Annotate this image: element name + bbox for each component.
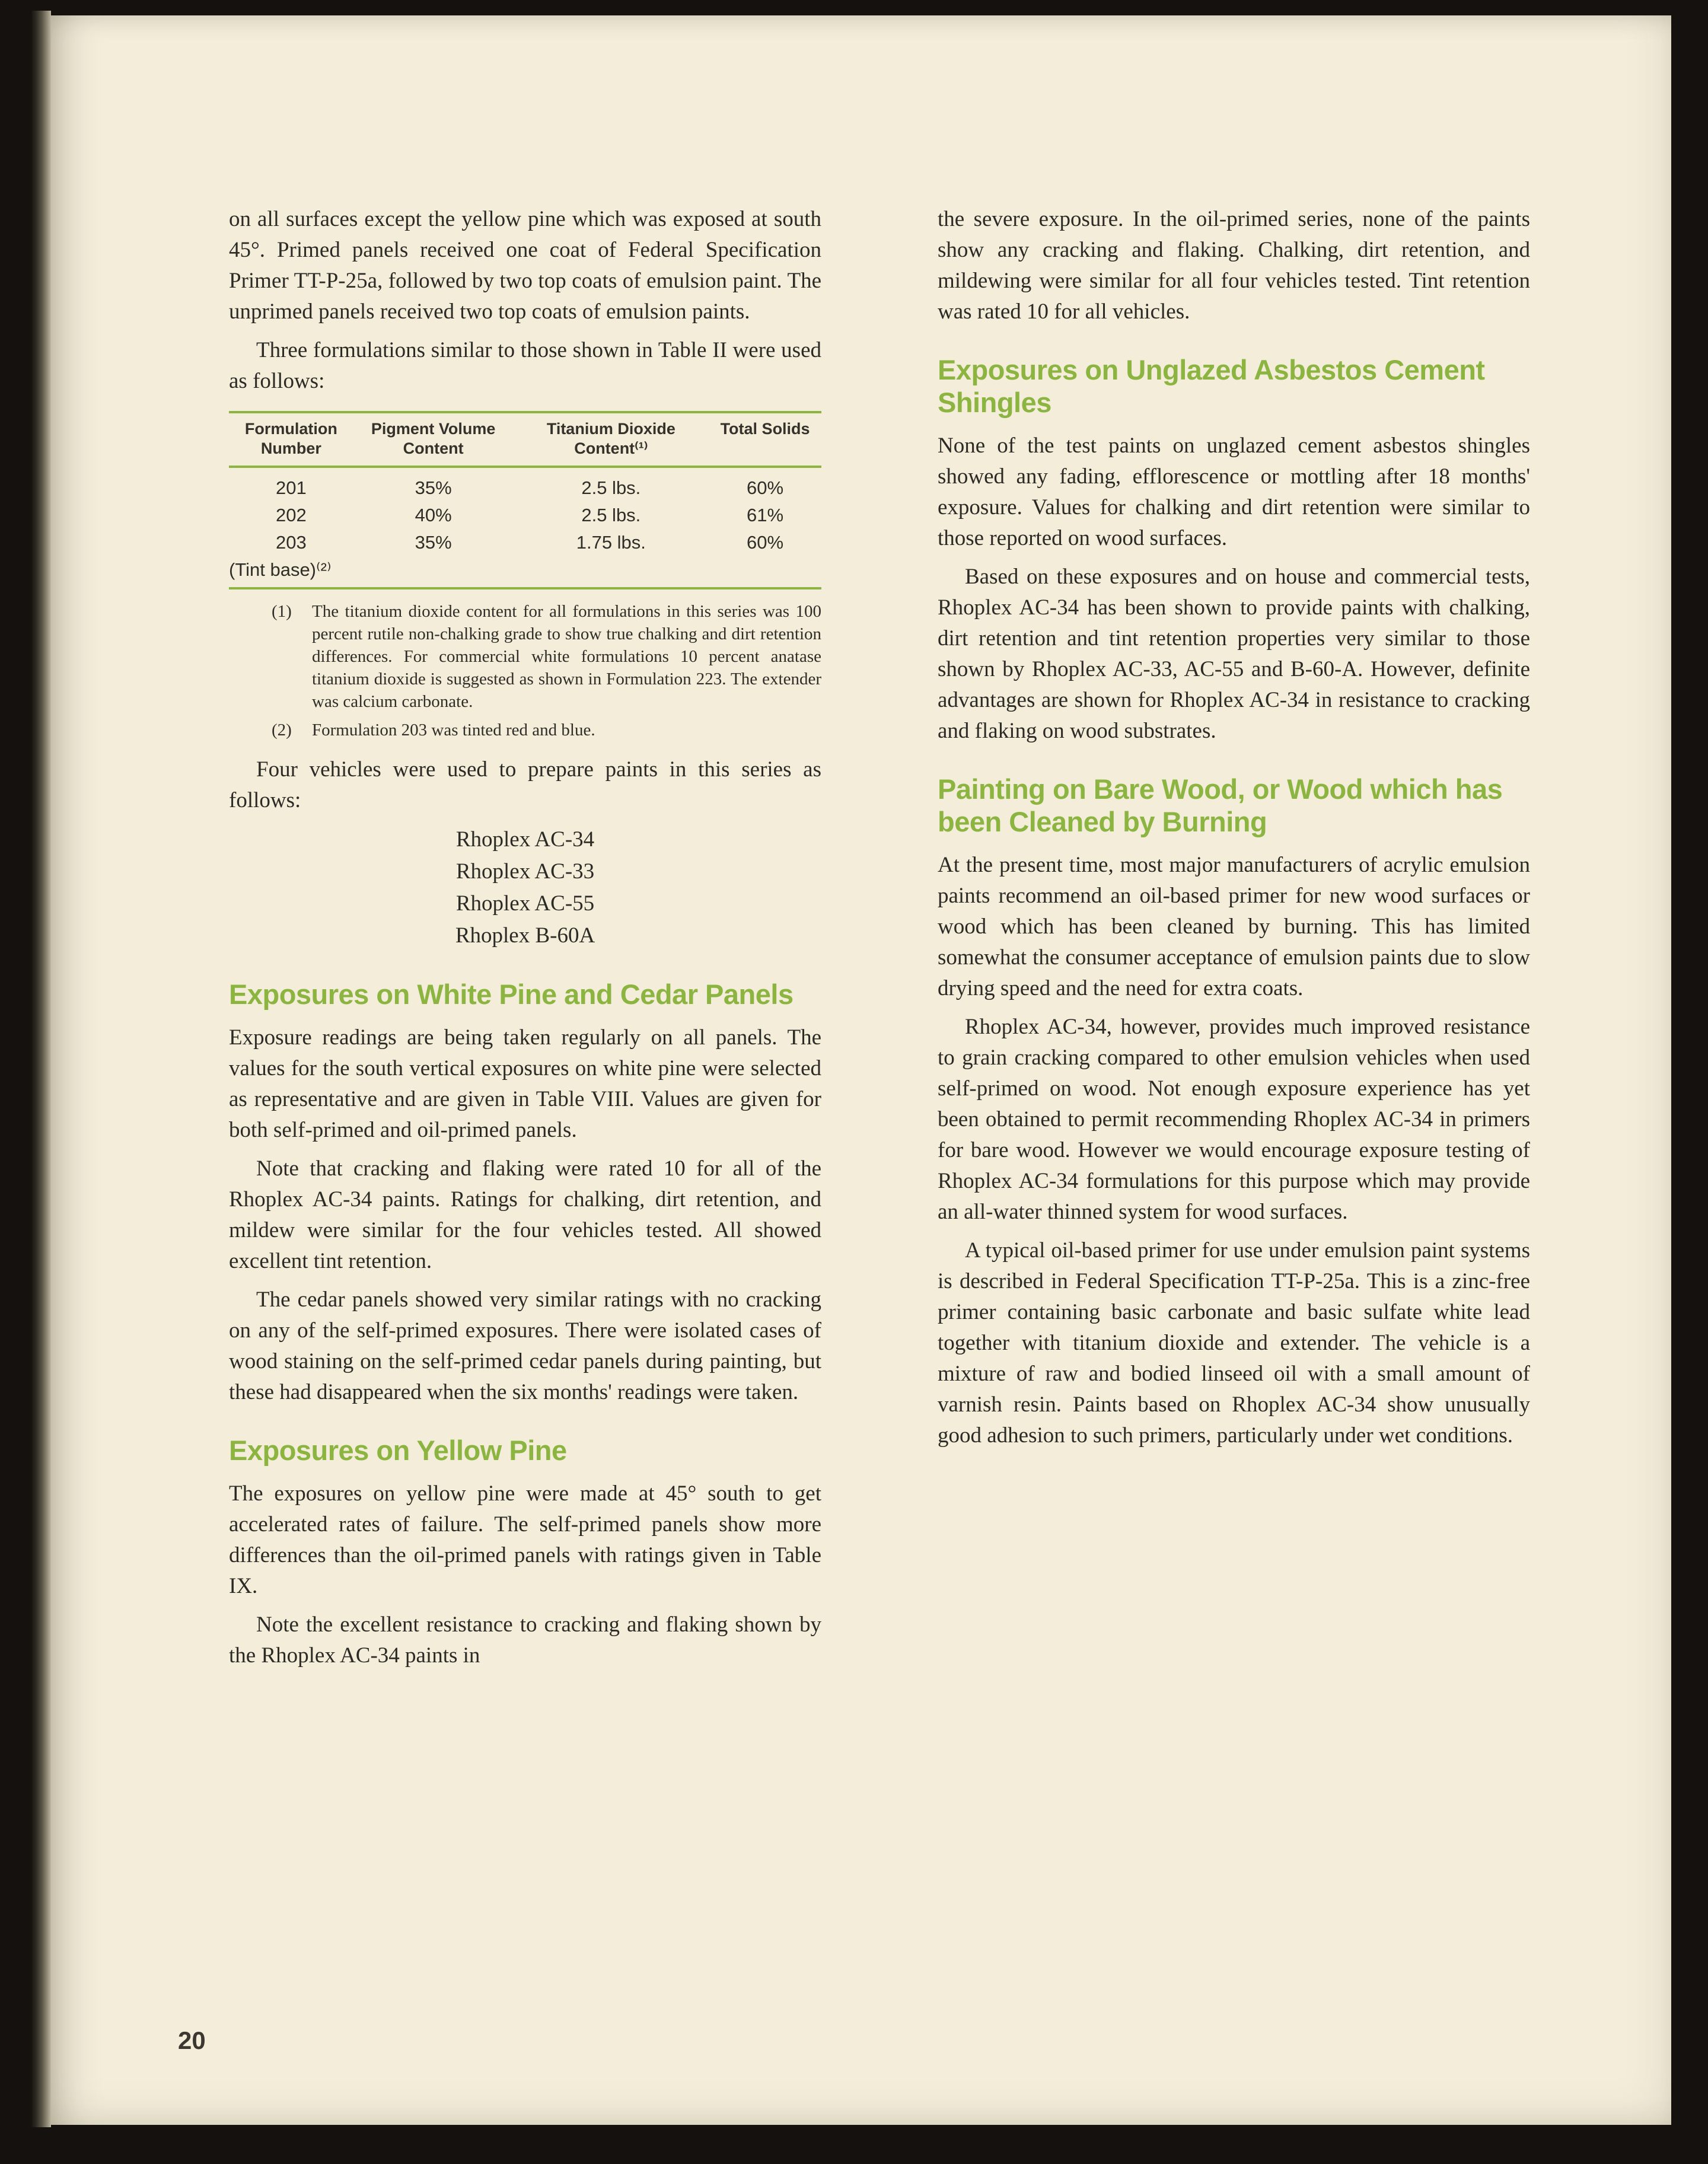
paragraph: At the present time, most major manufacturers of acrylic emulsion paints recommend an oil-based primer for new wood surfaces or wood which has been cleaned by burning. This has limited somewhat the consumer acceptance of emulsion paints due to slow drying speed and the need for extra coats. [938, 853, 1530, 1000]
footnote-2 [229, 719, 821, 741]
cell-pvc: 35% [415, 532, 452, 553]
cell-solids: 61% [747, 505, 784, 525]
paper-page [51, 15, 1671, 2125]
left-column [229, 204, 821, 1679]
paragraph: on all surfaces except the yellow pine which was exposed at south 45°. Primed panels received one coat of Federal Specification Primer TT-P-25a, followed by two top coats of emulsion paint. The unprimed panels received two top coats of emulsion paints. [229, 207, 821, 324]
paragraph: None of the test paints on unglazed cement asbestos shingles showed any fading, efflorescence or mottling after 18 months' exposure. Values for chalking and dirt retention were similar to those reported on wood surfaces. [938, 434, 1530, 550]
formulation-table [229, 411, 821, 589]
section-heading-asbestos-cement-shingles: Exposures on Unglazed Asbestos Cement Shingles [938, 354, 1485, 418]
table-header-row [229, 413, 821, 467]
cell-tio2: 1.75 lbs. [576, 532, 646, 553]
cell-pvc: 35% [415, 477, 452, 498]
column-header-total-solids: Total Solids [709, 413, 821, 467]
cell-solids: 60% [747, 532, 784, 553]
cell-tio2: 2.5 lbs. [581, 505, 641, 525]
paragraph: Note the excellent resistance to cracking and flaking shown by the Rhoplex AC-34 paints in [229, 1612, 821, 1668]
footnote-text: Formulation 203 was tinted red and blue. [312, 721, 595, 740]
right-column [938, 204, 1530, 1679]
column-header-pigment-volume-content: Pigment Volume Content [353, 413, 514, 467]
vehicle-list [229, 824, 821, 952]
footnote-text: The titanium dioxide content for all formulations in this series was 100 percent rutile non-chalking grade to show true chalking and dirt retention differences. For commercial white formulations 10 percent anatase titanium dioxide is suggested as shown in Formulation 223. The extender was calcium carbonate. [312, 602, 821, 711]
footnote-1 [229, 600, 821, 713]
column-header-formulation-number: Formulation Number [229, 413, 353, 467]
paragraph: Four vehicles were used to prepare paints in this series as follows: [229, 757, 821, 812]
cell-formulation: 203 [276, 532, 307, 553]
paragraph: Rhoplex AC-34, however, provides much improved resistance to grain cracking compared to other emulsion vehicles when used self-primed on wood. Not enough exposure experience has yet been obtained to permit recommending Rhoplex AC-34 in primers for bare wood. However we would encourage exposure testing of Rhoplex AC-34 formulations for this purpose which may provide an all-water thinned system for wood surfaces. [938, 1015, 1530, 1224]
table-row [229, 467, 821, 502]
vehicle-item: Rhoplex AC-33 [455, 859, 595, 884]
book-page-edges [31, 11, 51, 2127]
cell-formulation: 201 [276, 477, 307, 498]
paragraph: Three formulations similar to those shown in Table II were used as follows: [229, 338, 821, 393]
page-number: 20 [178, 2026, 206, 2054]
cell-pvc: 40% [415, 505, 452, 525]
table-row [229, 502, 821, 529]
cell-formulation: 202 [276, 505, 307, 525]
vehicle-item: Rhoplex AC-55 [455, 891, 595, 916]
paragraph: Note that cracking and flaking were rated 10 for all of the Rhoplex AC-34 paints. Ratings for chalking, dirt retention, and mildew were similar for the four vehicles tested. All showed excellent tint retention. [229, 1156, 821, 1273]
footnote-marker: (1) [272, 602, 292, 621]
tint-base-note: (Tint base)⁽²⁾ [229, 559, 332, 580]
table-footnotes [229, 600, 821, 741]
section-heading-bare-wood: Painting on Bare Wood, or Wood which has been Cleaned by Burning [938, 773, 1503, 837]
paragraph: Based on these exposures and on house and commercial tests, Rhoplex AC-34 has been shown to provide paints with chalking, dirt retention and tint retention properties very similar to those shown by Rhoplex AC-33, AC-55 and B-60-A. However, definite advantages are shown for Rhoplex AC-34 in resistance to cracking and flaking on wood substrates. [938, 565, 1530, 743]
section-heading-yellow-pine: Exposures on Yellow Pine [229, 1435, 567, 1466]
column-header-titanium-dioxide-content: Titanium Dioxide Content⁽¹⁾ [514, 413, 709, 467]
two-column-layout [51, 15, 1671, 1679]
paragraph: The cedar panels showed very similar ratings with no cracking on any of the self-primed exposures. There were isolated cases of wood staining on the self-primed cedar panels during painting, but these had disappeared when the six months' readings were taken. [229, 1287, 821, 1404]
table-row-tint-note [229, 556, 821, 584]
section-heading-white-pine-cedar: Exposures on White Pine and Cedar Panels [229, 979, 794, 1010]
vehicle-item: Rhoplex AC-34 [455, 827, 595, 852]
footnote-marker: (2) [272, 721, 292, 740]
paragraph: Exposure readings are being taken regularly on all panels. The values for the south vertical exposures on white pine were selected as representative and are given in Table VIII. Values are given for both self-primed and oil-primed panels. [229, 1025, 821, 1142]
paragraph: the severe exposure. In the oil-primed series, none of the paints show any cracking and flaking. Chalking, dirt retention, and mildewing were similar for all four vehicles tested. Tint retention was rated 10 for all vehicles. [938, 207, 1530, 324]
vehicle-item: Rhoplex B-60A [455, 923, 595, 948]
paragraph: The exposures on yellow pine were made at 45° south to get accelerated rates of failure. The self-primed panels show more differences than the oil-primed panels with ratings given in Table IX. [229, 1481, 821, 1598]
table-row [229, 529, 821, 556]
cell-solids: 60% [747, 477, 784, 498]
cell-tio2: 2.5 lbs. [581, 477, 641, 498]
paragraph: A typical oil-based primer for use under emulsion paint systems is described in Federal Specification TT-P-25a. This is a zinc-free primer containing basic carbonate and basic sulfate white lead together with titanium dioxide and extender. The vehicle is a mixture of raw and bodied linseed oil with a small amount of varnish resin. Paints based on Rhoplex AC-34 show unusually good adhesion to such primers, particularly under wet conditions. [938, 1238, 1530, 1448]
